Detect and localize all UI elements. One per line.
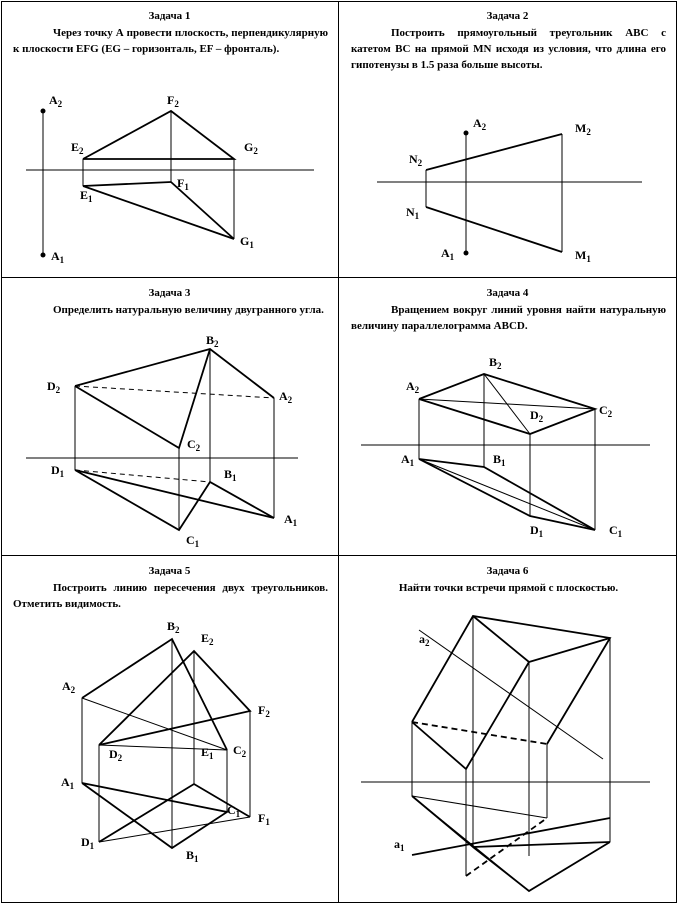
label-F2: $F_2$	[167, 93, 179, 109]
label-C1: $C_1$	[227, 803, 241, 819]
task-3-cell	[1, 278, 338, 554]
label-A1: $A_1$	[61, 775, 75, 791]
point-a2	[464, 131, 469, 136]
task-5-drawing	[1, 556, 338, 902]
label-B1: $B_1$	[224, 467, 237, 483]
point-a1	[464, 251, 469, 256]
label-A2: $A_2$	[279, 389, 293, 405]
label-A2: $A_2$	[49, 93, 63, 109]
label-B2: $B_2$	[167, 619, 180, 635]
label-M2: $M_2$	[575, 121, 591, 137]
task-3-statement: Определить натуральную величину двугранного угла.	[53, 304, 324, 316]
label-C2: $C_2$	[233, 743, 247, 759]
label-F2: $F_2$	[258, 703, 270, 719]
label-D2: $D_2$	[47, 379, 61, 395]
task-6-statement: Найти точки встречи прямой с плоскостью.	[398, 582, 619, 594]
label-D1: $D_1$	[530, 523, 544, 539]
task-1-cell	[1, 1, 338, 277]
label-a2: $a_2$	[419, 632, 430, 648]
task-2-statement: Построить прямоугольный треугольник АВС с катетом ВС на прямой MN исходя из условия, что длина его гипотенузы в 1.5 раза больше высоты.	[351, 27, 666, 71]
label-F1: $F_1$	[177, 176, 189, 192]
label-A2: $A_2$	[473, 116, 487, 132]
task-4-title: Задача 4	[486, 287, 529, 299]
task-1-statement: Через точку А провести плоскость, перпендикулярную к плоскости EFG (EG – горизонталь, EF – фронталь).	[13, 27, 328, 55]
label-A2: $A_2$	[406, 379, 420, 395]
label-D1: $D_1$	[81, 835, 95, 851]
label-C2: $C_2$	[599, 403, 613, 419]
label-G1: $G_1$	[240, 234, 254, 250]
label-N2: $N_2$	[409, 152, 423, 168]
label-C1: $C_1$	[609, 523, 623, 539]
label-A1: $A_1$	[441, 246, 455, 262]
label-B1: $B_1$	[493, 452, 506, 468]
label-A1: $A_1$	[51, 249, 65, 265]
label-D2: $D_2$	[109, 747, 123, 763]
point-a1	[41, 253, 46, 258]
label-B2: $B_2$	[206, 333, 219, 349]
task-4-cell	[339, 278, 676, 554]
task-3-title: Задача 3	[148, 287, 191, 299]
task-2-drawing	[339, 1, 676, 277]
task-5-statement: Построить линию пересечения двух треугольников. Отметить видимость.	[13, 582, 328, 610]
task-1-title: Задача 1	[148, 10, 191, 22]
task-2-cell	[339, 1, 676, 277]
task-6-cell	[339, 556, 676, 853]
task-5-title: Задача 5	[148, 565, 191, 577]
label-G2: $G_2$	[244, 140, 258, 156]
label-E2: $E_2$	[71, 140, 84, 156]
task-1-drawing	[1, 1, 338, 277]
label-a1: $a_1$	[394, 837, 405, 853]
point-a2	[41, 109, 46, 114]
label-M1: $M_1$	[575, 248, 591, 264]
label-F1: $F_1$	[258, 811, 270, 827]
label-C2: $C_2$	[187, 437, 201, 453]
label-B1: $B_1$	[186, 848, 199, 864]
label-D1: $D_1$	[51, 463, 65, 479]
task-5-cell	[1, 556, 338, 864]
label-E1: $E_1$	[80, 188, 93, 204]
label-C1: $C_1$	[186, 533, 200, 549]
task-6-title: Задача 6	[486, 565, 529, 577]
label-A2: $A_2$	[62, 679, 76, 695]
label-B2: $B_2$	[489, 355, 502, 371]
task-2-title: Задача 2	[486, 10, 529, 22]
label-A1: $A_1$	[401, 452, 415, 468]
label-N1: $N_1$	[406, 205, 420, 221]
label-D2: $D_2$	[530, 408, 544, 424]
label-E2: $E_2$	[201, 631, 214, 647]
task-3-drawing	[1, 278, 338, 554]
label-A1: $A_1$	[284, 512, 298, 528]
task-4-statement: Вращением вокруг линий уровня найти натуральную величину параллелограмма ABCD.	[351, 304, 666, 332]
task-6-drawing	[339, 556, 676, 902]
label-E1: $E_1$	[201, 745, 214, 761]
task-4-drawing	[339, 278, 676, 554]
